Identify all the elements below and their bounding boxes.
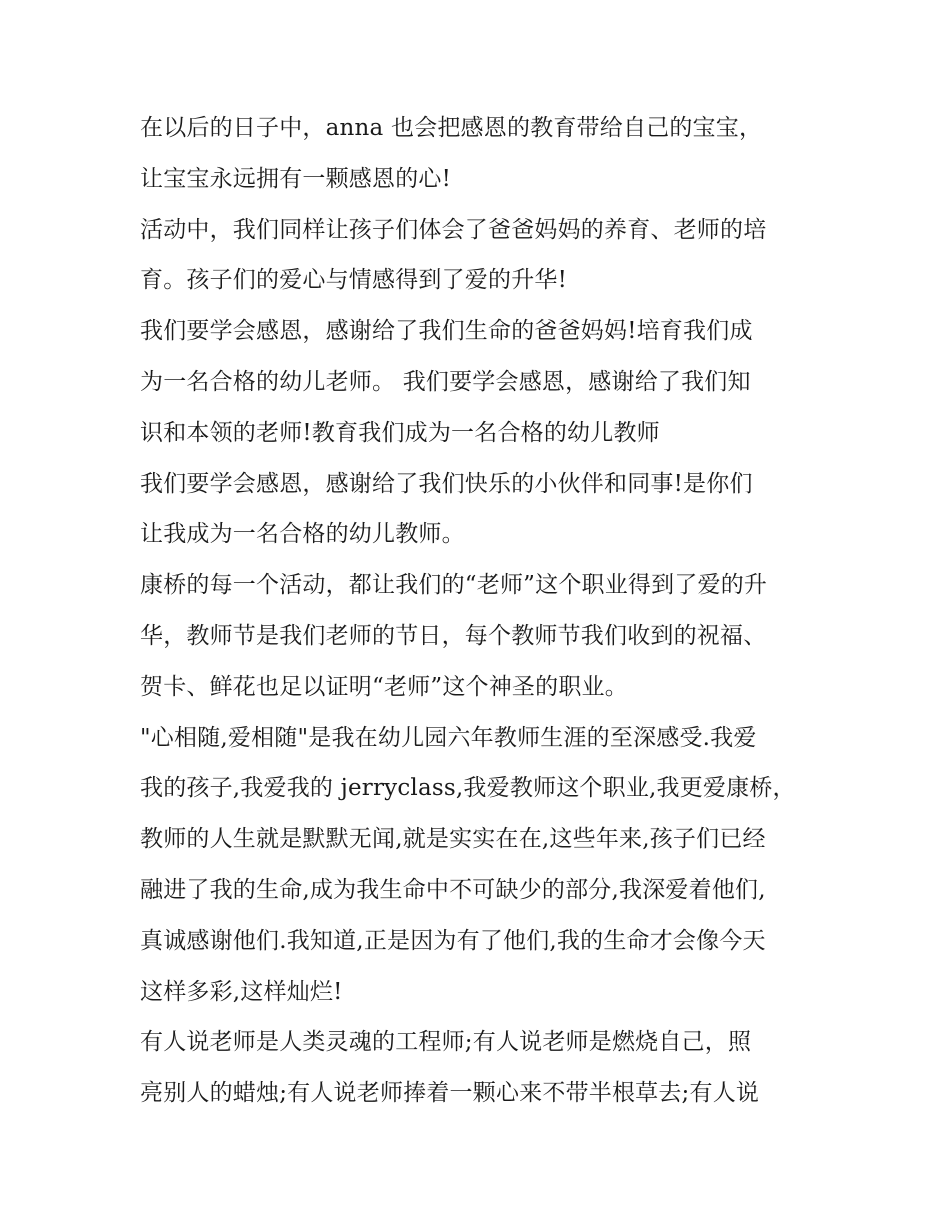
- text-line: 让我成为一名合格的幼儿教师。: [140, 521, 465, 548]
- text-line: 教师的人生就是默默无闻,就是实实在在,这些年来,孩子们已经: [140, 826, 766, 853]
- text-line: "心相随,爱相随"是我在幼儿园六年教师生涯的至深感受.我爱: [140, 724, 757, 751]
- text-line: 真诚感谢他们.我知道,正是因为有了他们,我的生命才会像今天: [140, 927, 766, 954]
- text-line: 我们要学会感恩，感谢给了我们快乐的小伙伴和同事!是你们: [140, 470, 753, 497]
- text-line: 识和本领的老师!教育我们成为一名合格的幼儿教师: [140, 419, 660, 446]
- text-line: 我们要学会感恩，感谢给了我们生命的爸爸妈妈!培育我们成: [140, 318, 753, 345]
- text-line: 这样多彩,这样灿烂!: [140, 978, 343, 1005]
- text-line: 亮别人的蜡烛;有人说老师捧着一颗心来不带半根草去;有人说: [140, 1080, 760, 1107]
- text-line: 在以后的日子中，anna 也会把感恩的教育带给自己的宝宝，: [140, 115, 763, 141]
- text-line: 活动中，我们同样让孩子们体会了爸爸妈妈的养育、老师的培: [140, 216, 767, 243]
- text-line: 有人说老师是人类灵魂的工程师;有人说老师是燃烧自己，照: [140, 1029, 752, 1056]
- text-line: 让宝宝永远拥有一颗感恩的心!: [140, 165, 452, 192]
- text-line: 贺卡、鲜花也足以证明“老师”这个神圣的职业。: [140, 673, 628, 700]
- text-line: 育。孩子们的爱心与情感得到了爱的升华!: [140, 267, 568, 294]
- text-line: 我的孩子,我爱我的 jerryclass,我爱教师这个职业,我更爱康桥，: [140, 775, 796, 802]
- document-body: [140, 103, 820, 1119]
- text-line: 融进了我的生命,成为我生命中不可缺少的部分,我深爱着他们,: [140, 876, 766, 903]
- text-line: 康桥的每一个活动，都让我们的“老师”这个职业得到了爱的升: [140, 572, 768, 599]
- text-line: 为一名合格的幼儿老师。 我们要学会感恩，感谢给了我们知: [140, 368, 751, 395]
- text-line: 华，教师节是我们老师的节日，每个教师节我们收到的祝福、: [140, 622, 767, 649]
